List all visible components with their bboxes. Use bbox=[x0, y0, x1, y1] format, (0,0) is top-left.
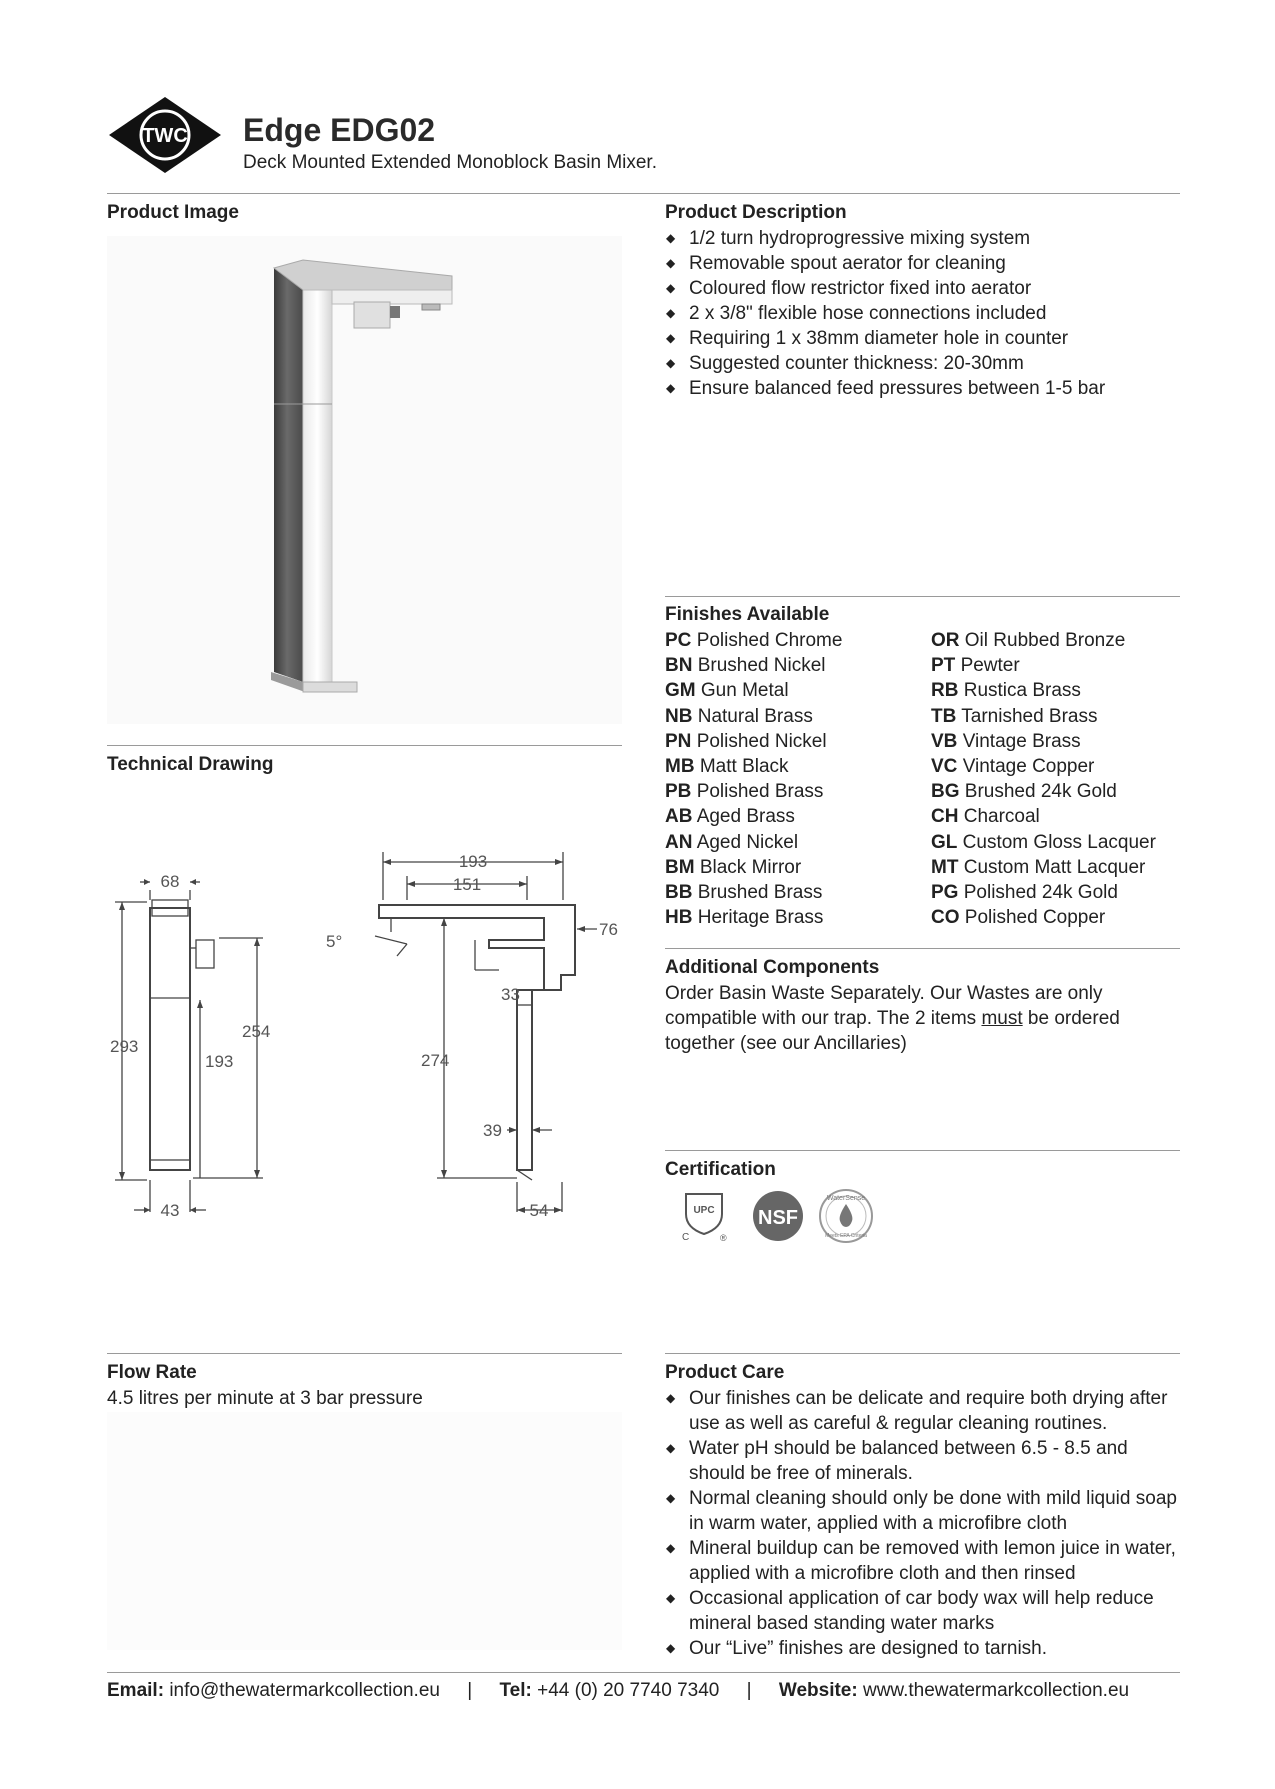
additional-divider bbox=[665, 1150, 1180, 1151]
finish-item: BN Brushed Nickel bbox=[665, 655, 826, 677]
dim-39: 39 bbox=[483, 1121, 502, 1140]
page-subtitle: Deck Mounted Extended Monoblock Basin Mixer. bbox=[243, 152, 657, 173]
description-heading: Product Description bbox=[665, 202, 847, 223]
svg-text:®: ® bbox=[720, 1233, 727, 1242]
upc-icon bbox=[676, 1186, 732, 1242]
finish-item: TB Tarnished Brass bbox=[931, 705, 1098, 727]
technical-drawing-heading: Technical Drawing bbox=[107, 754, 274, 775]
care-divider bbox=[665, 1353, 1180, 1354]
list-item: ◆ Coloured flow restrictor fixed into aerator bbox=[665, 276, 1180, 301]
finish-item: HB Heritage Brass bbox=[665, 907, 824, 929]
finish-item: PG Polished 24k Gold bbox=[931, 882, 1118, 904]
dim-254: 254 bbox=[242, 1022, 271, 1041]
website-link[interactable]: www.thewatermarkcollection.eu bbox=[862, 1680, 1130, 1701]
finish-item: CO Polished Copper bbox=[931, 907, 1106, 929]
dim-33: 33 bbox=[501, 985, 520, 1004]
additional-text: Order Basin Waste Separately. Our Wastes are only compatible with our trap. The 2 items must be ordered together (see our Ancillaries) bbox=[665, 983, 1120, 1054]
dim-274: 274 bbox=[421, 1051, 450, 1070]
tel-link[interactable]: +44 (0) 20 7740 7340 bbox=[537, 1680, 720, 1701]
dim-angle: 5° bbox=[326, 932, 343, 951]
finish-item: GM Gun Metal bbox=[665, 680, 789, 702]
tel-label: Tel: bbox=[499, 1680, 532, 1701]
dim-43: 43 bbox=[160, 1201, 180, 1220]
image-divider bbox=[107, 745, 622, 746]
list-item: ◆ 1/2 turn hydroprogressive mixing system bbox=[665, 226, 1180, 251]
care-heading: Product Care bbox=[665, 1362, 785, 1383]
list-item: ◆ Water pH should be balanced between 6.5 - 8.5 and should be free of minerals. bbox=[665, 1436, 1185, 1486]
list-item: ◆ Mineral buildup can be removed with lemon juice in water, applied with a microfibre cloth and then rinsed bbox=[665, 1536, 1185, 1586]
page-title: Edge EDG02 bbox=[243, 112, 436, 148]
email-label: Email: bbox=[107, 1680, 165, 1701]
certification-heading: Certification bbox=[665, 1159, 776, 1180]
care-list bbox=[665, 1386, 1185, 1661]
finishes-divider bbox=[665, 948, 1180, 949]
svg-text:WaterSense: WaterSense bbox=[826, 1195, 866, 1202]
list-item: ◆ Suggested counter thickness: 20-30mm bbox=[665, 351, 1180, 376]
finish-item: OR Oil Rubbed Bronze bbox=[931, 630, 1126, 651]
product-photo bbox=[107, 236, 622, 724]
finish-item: GL Custom Gloss Lacquer bbox=[931, 831, 1156, 853]
finish-item: VC Vintage Copper bbox=[931, 756, 1095, 778]
header-divider bbox=[107, 193, 1180, 194]
finish-item: BM Black Mirror bbox=[665, 856, 802, 878]
brand-logo bbox=[107, 95, 223, 175]
finishes-list bbox=[665, 628, 1191, 930]
svg-text:Meets EPA Criteria: Meets EPA Criteria bbox=[825, 1233, 867, 1239]
dim-293: 293 bbox=[110, 1037, 139, 1056]
finish-item: PT Pewter bbox=[931, 655, 1020, 677]
dim-193-side: 193 bbox=[205, 1052, 234, 1071]
product-image-heading: Product Image bbox=[107, 202, 239, 223]
finish-item: CH Charcoal bbox=[931, 806, 1040, 828]
dim-54: 54 bbox=[529, 1201, 549, 1220]
dim-68: 68 bbox=[160, 872, 180, 891]
finish-item: BG Brushed 24k Gold bbox=[931, 781, 1117, 803]
footer-divider bbox=[107, 1672, 1180, 1673]
finish-item: BB Brushed Brass bbox=[665, 882, 823, 904]
list-item: ◆ 2 x 3/8" flexible hose connections included bbox=[665, 301, 1180, 326]
dim-151: 151 bbox=[452, 875, 482, 894]
finish-item: MB Matt Black bbox=[665, 756, 789, 778]
list-item: ◆ Our finishes can be delicate and require both drying after use as well as careful & regular cleaning routines. bbox=[665, 1386, 1185, 1436]
flow-divider bbox=[107, 1353, 622, 1354]
finish-item: VB Vintage Brass bbox=[931, 730, 1081, 752]
watersense-icon bbox=[818, 1188, 874, 1244]
footer-separator: | bbox=[467, 1680, 473, 1701]
svg-text:UPC: UPC bbox=[693, 1205, 715, 1216]
description-list bbox=[665, 226, 1180, 401]
list-item: ◆ Occasional application of car body wax will help reduce mineral based standing water marks bbox=[665, 1586, 1185, 1636]
flow-rate-heading: Flow Rate bbox=[107, 1362, 197, 1383]
list-item: ◆ Removable spout aerator for cleaning bbox=[665, 251, 1180, 276]
footer-separator: | bbox=[746, 1680, 752, 1701]
finishes-heading: Finishes Available bbox=[665, 604, 830, 625]
nsf-icon bbox=[752, 1190, 804, 1242]
website-label: Website: bbox=[778, 1680, 858, 1701]
additional-heading: Additional Components bbox=[665, 957, 880, 978]
finish-item: MT Custom Matt Lacquer bbox=[931, 856, 1146, 878]
finish-item: PB Polished Brass bbox=[665, 781, 824, 803]
finish-item: AB Aged Brass bbox=[665, 806, 795, 828]
flow-rate-panel bbox=[107, 1412, 622, 1650]
svg-text:NSF: NSF bbox=[758, 1207, 798, 1229]
finish-item: PN Polished Nickel bbox=[665, 730, 827, 752]
finish-item: NB Natural Brass bbox=[665, 705, 813, 727]
finish-item: RB Rustica Brass bbox=[931, 680, 1081, 702]
description-divider bbox=[665, 596, 1180, 597]
list-item: ◆ Requiring 1 x 38mm diameter hole in counter bbox=[665, 326, 1180, 351]
list-item: ◆ Normal cleaning should only be done with mild liquid soap in warm water, applied with a microfibre cloth bbox=[665, 1486, 1185, 1536]
logo-text: TWC bbox=[142, 125, 188, 147]
flow-rate-text: 4.5 litres per minute at 3 bar pressure bbox=[107, 1388, 423, 1409]
email-link[interactable]: info@thewatermarkcollection.eu bbox=[169, 1680, 440, 1701]
svg-text:C: C bbox=[682, 1232, 690, 1242]
finish-item: AN Aged Nickel bbox=[665, 831, 799, 853]
finish-item: PC Polished Chrome bbox=[665, 630, 843, 651]
dim-76: 76 bbox=[599, 920, 618, 939]
footer bbox=[107, 1680, 1129, 1702]
list-item: ◆ Our “Live” finishes are designed to tarnish. bbox=[665, 1636, 1185, 1661]
list-item: ◆ Ensure balanced feed pressures between 1-5 bar bbox=[665, 376, 1180, 401]
dim-193-front: 193 bbox=[458, 852, 488, 871]
technical-drawing bbox=[107, 840, 622, 1240]
